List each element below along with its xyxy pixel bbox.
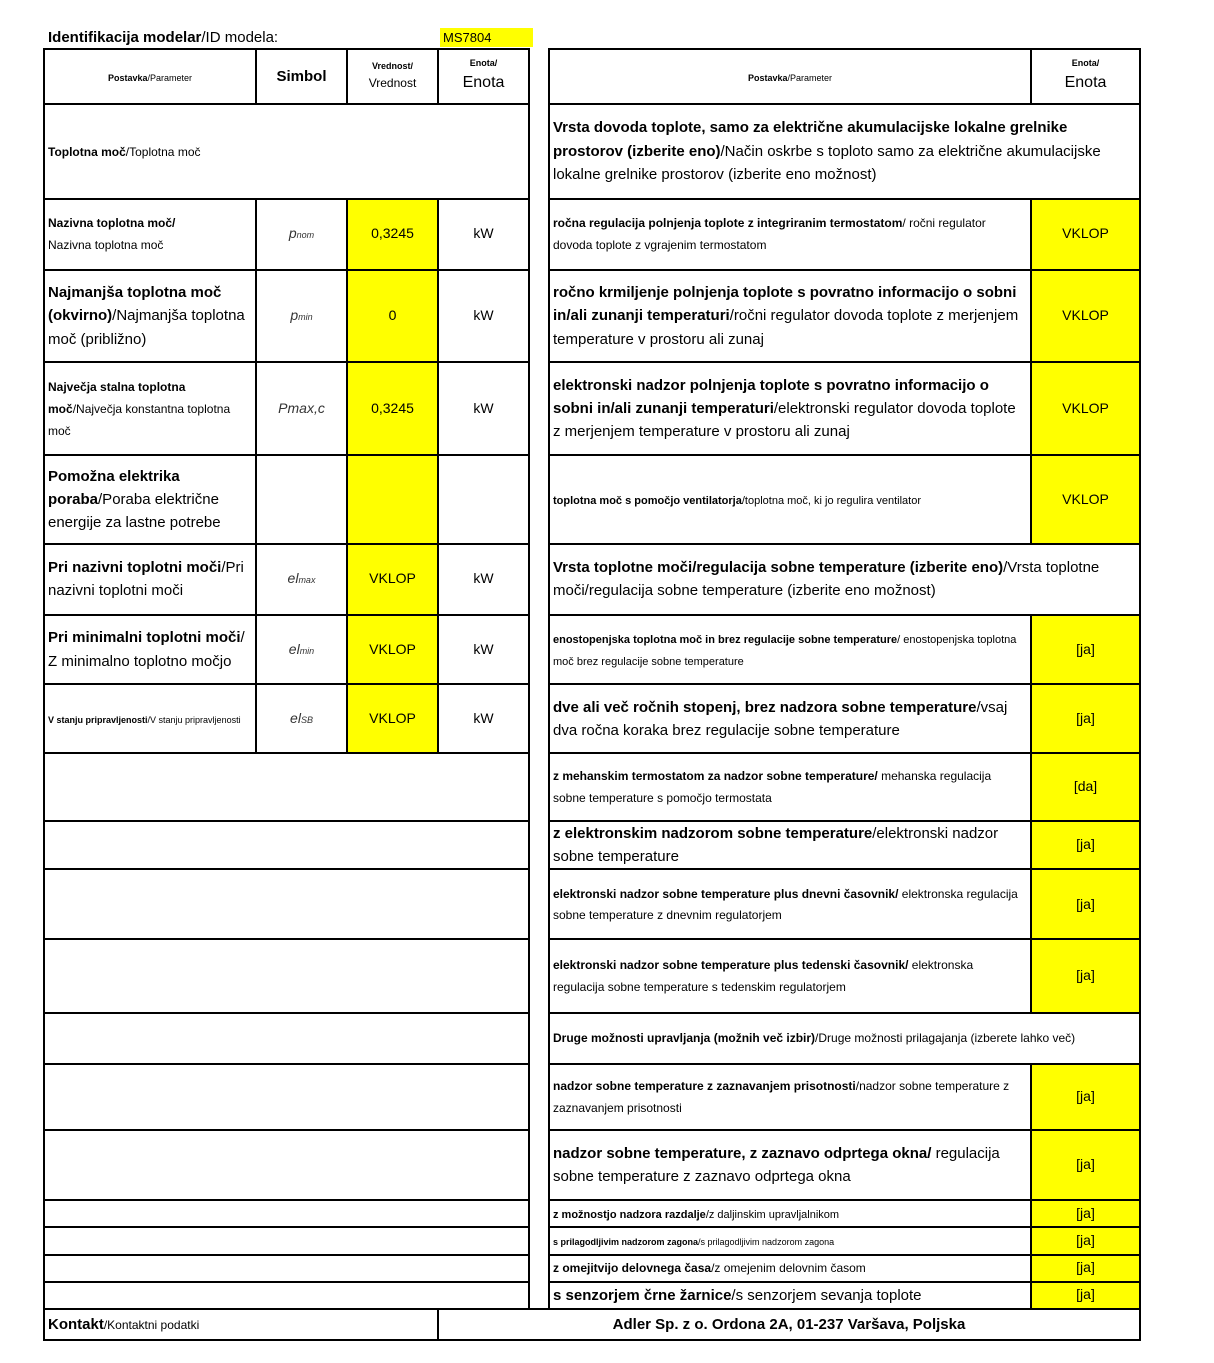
room-control-type-heading: Vrsta toplotne moči/regulacija sobne temperature (izberite eno)/Vrsta toplotne moči/regulacija sobne temperature (izberite eno možnost) [549, 544, 1140, 615]
control-single-stage-value: [ja] [1031, 615, 1140, 684]
model-id-value: MS7804 [440, 28, 533, 47]
heat-manual-feedback: ročno krmiljenje polnjenja toplote s povratno informacijo o sobni in/ali zunanji temperaturi/ročni regulator dovoda toplote z merjenjem temperature v prostoru ali zunaj [549, 270, 1031, 362]
param-aux-electricity: Pomožna elektrika poraba/Poraba električne energije za lastne potrebe [44, 455, 256, 543]
col-parameter-header: Postavka/Parameter [44, 49, 256, 104]
symbol-elmax: elmax [256, 544, 347, 615]
control-mechanical-thermostat-value: [da] [1031, 753, 1140, 820]
unit-pnom: kW [438, 199, 529, 270]
control-day-timer: elektronski nadzor sobne temperature plus dnevni časovnik/ elektronska regulacija sobne temperature z dnevnim regulatorjem [549, 869, 1031, 939]
unit-pmin: kW [438, 270, 529, 362]
col-parameter-header-right: Postavka/Parameter [549, 49, 1031, 104]
col-unit-header-right: Enota/ Enota [1031, 49, 1140, 104]
heat-fan-assisted: toplotna moč s pomočjo ventilatorja/toplotna moč, ki jo regulira ventilator [549, 455, 1031, 543]
unit-elmin: kW [438, 615, 529, 684]
symbol-elsb: elSB [256, 684, 347, 753]
option-black-bulb-sensor-value: [ja] [1031, 1282, 1140, 1309]
heat-fan-assisted-value: VKLOP [1031, 455, 1140, 543]
value-elmin: VKLOP [347, 615, 438, 684]
value-aux [347, 455, 438, 543]
heat-input-type-heading: Vrsta dovoda toplote, samo za električne akumulacijske lokalne grelnike prostorov (izberite eno)/Način oskrbe s toploto samo za električne akumulacijske lokalne grelnike prostorov (izberite eno možnost) [549, 104, 1140, 198]
param-elsb: V stanju pripravljenosti/V stanju pripravljenosti [44, 684, 256, 753]
option-distance-control-value: [ja] [1031, 1200, 1140, 1227]
control-day-timer-value: [ja] [1031, 869, 1140, 939]
value-pmin: 0 [347, 270, 438, 362]
option-black-bulb-sensor: s senzorjem črne žarnice/s senzorjem sevanja toplote [549, 1282, 1031, 1309]
col-unit-header: Enota/ Enota [438, 49, 529, 104]
param-elmin: Pri minimalni toplotni moči/ Z minimalno toplotno močjo [44, 615, 256, 684]
control-week-timer-value: [ja] [1031, 939, 1140, 1012]
value-pnom: 0,3245 [347, 199, 438, 270]
unit-aux [438, 455, 529, 543]
option-open-window-value: [ja] [1031, 1130, 1140, 1200]
control-two-or-more-steps-value: [ja] [1031, 684, 1140, 753]
heat-manual-thermostat-value: VKLOP [1031, 199, 1140, 270]
unit-elmax: kW [438, 544, 529, 615]
param-max-heat-output: Največja stalna toplotna moč/Največja konstantna toplotna moč [44, 362, 256, 455]
value-elsb: VKLOP [347, 684, 438, 753]
heat-manual-thermostat: ročna regulacija polnjenja toplote z integriranim termostatom/ ročni regulator dovoda toplote z vgrajenim termostatom [549, 199, 1031, 270]
product-info-table [43, 48, 1141, 1341]
value-pmaxc: 0,3245 [347, 362, 438, 455]
symbol-pmaxc: Pmax,c [256, 362, 347, 455]
symbol-aux [256, 455, 347, 543]
heat-electronic-feedback-value: VKLOP [1031, 362, 1140, 455]
heat-manual-feedback-value: VKLOP [1031, 270, 1140, 362]
option-distance-control: z možnostjo nadzora razdalje/z daljinskim upravljalnikom [549, 1200, 1031, 1227]
contact-label: Kontakt/Kontaktni podatki [44, 1309, 438, 1340]
unit-pmaxc: kW [438, 362, 529, 455]
symbol-pnom: pnom [256, 199, 347, 270]
column-header-row [44, 49, 1140, 104]
control-two-or-more-steps: dve ali več ročnih stopenj, brez nadzora sobne temperature/vsaj dva ročna koraka brez regulacije sobne temperature [549, 684, 1031, 753]
heat-electronic-feedback: elektronski nadzor polnjenja toplote s povratno informacijo o sobni in/ali zunanji temperaturi/elektronski regulator dovoda toplote z merjenjem temperature v prostoru ali zunaj [549, 362, 1031, 455]
heat-output-heading: Toplotna moč/Toplotna moč [44, 104, 529, 198]
control-electronic-value: [ja] [1031, 821, 1140, 870]
option-working-time-limit: z omejitvijo delovnega časa/z omejenim delovnim časom [549, 1255, 1031, 1282]
col-symbol-header: Simbol [256, 49, 347, 104]
option-working-time-limit-value: [ja] [1031, 1255, 1140, 1282]
contact-address: Adler Sp. z o. Ordona 2A, 01-237 Varšava, Poljska [438, 1309, 1140, 1340]
other-options-heading: Druge možnosti upravljanja (možnih več izbir)/Druge možnosti prilagajanja (izberete lahko več) [549, 1013, 1140, 1064]
control-single-stage: enostopenjska toplotna moč in brez regulacije sobne temperature/ enostopenjska toplotna moč brez regulacije sobne temperature [549, 615, 1031, 684]
col-value-header: Vrednost/ Vrednost [347, 49, 438, 104]
option-adaptive-start: s prilagodljivim nadzorom zagona/s prilagodljivim nadzorom zagona [549, 1227, 1031, 1254]
option-adaptive-start-value: [ja] [1031, 1227, 1140, 1254]
control-mechanical-thermostat: z mehanskim termostatom za nadzor sobne temperature/ mehanska regulacija sobne temperature s pomočjo termostata [549, 753, 1031, 820]
param-min-heat-output: Najmanjša toplotna moč (okvirno)/Najmanjša toplotna moč (približno) [44, 270, 256, 362]
model-id-label: Identifikacija modelar/ID modela: [48, 29, 279, 46]
option-presence-detection: nadzor sobne temperature z zaznavanjem prisotnosti/nadzor sobne temperature z zaznavanjem prisotnosti [549, 1064, 1031, 1130]
control-electronic: z elektronskim nadzorom sobne temperature/elektronski nadzor sobne temperature [549, 821, 1031, 870]
symbol-pmin: pmin [256, 270, 347, 362]
unit-elsb: kW [438, 684, 529, 753]
option-open-window: nadzor sobne temperature, z zaznavo odprtega okna/ regulacija sobne temperature z zaznavo odprtega okna [549, 1130, 1031, 1200]
option-presence-detection-value: [ja] [1031, 1064, 1140, 1130]
control-week-timer: elektronski nadzor sobne temperature plus tedenski časovnik/ elektronska regulacija sobne temperature s tedenskim regulatorjem [549, 939, 1031, 1012]
param-nominal-heat-output: Nazivna toplotna moč/ Nazivna toplotna moč [44, 199, 256, 270]
value-elmax: VKLOP [347, 544, 438, 615]
symbol-elmin: elmin [256, 615, 347, 684]
param-elmax: Pri nazivni toplotni moči/Pri nazivni toplotni moči [44, 544, 256, 615]
